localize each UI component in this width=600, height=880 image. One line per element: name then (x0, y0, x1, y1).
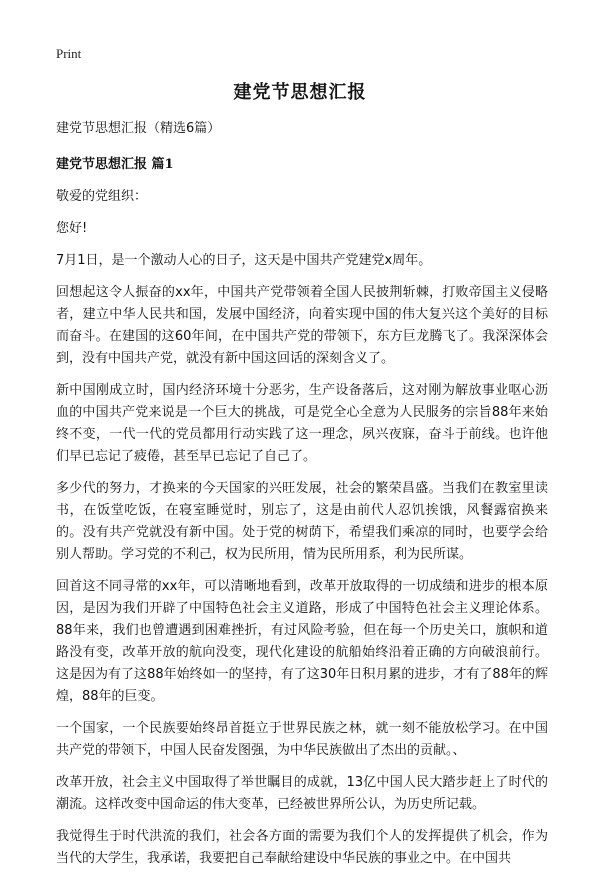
print-link[interactable]: Print (56, 46, 82, 61)
paragraph: 7月1日，是一个激动人心的日子，这天是中国共产党建党x周年。 (56, 253, 432, 268)
paragraph: 多少代的努力，才换来的今天国家的兴旺发展，社会的繁荣昌盛。当我们在教室里读书，在饭堂吃饭，在寝室睡觉时，别忘了，这是由前代人忍饥挨饿，风餐露宿换来的。没有共产党就没有新中国。处于党的树荫下，希望我们乘凉的同时，也要学会给别人帮助。学习党的不利己，权为民所用，情为民所用系，利为民所谋。 (56, 481, 548, 562)
paragraph: 回首这不同寻常的xx年，可以清晰地看到，改革开放取得的一切成绩和进步的根本原因，是因为我们开辟了中国特色社会主义道路，形成了中国特色社会主义理论体系。88年来，我们也曾遭遇到困难挫折，有过风险考验，但在每一个历史关口，旗帜和道路没有变，改革开放的航向没变，现代化建设的航船始终沿着正确的方向破浪前行。这是因为有了这88年始终如一的坚持，有了这30年日积月累的进步，才有了88年的辉煌，88年的巨变。 (56, 579, 548, 704)
document-subtitle: 建党节思想汇报（精选6篇） (56, 121, 221, 136)
paragraph: 改革开放，社会主义中国取得了举世瞩目的成就，13亿中国人民大踏步赶上了时代的潮流。这样改变中国命运的伟大变革，已经被世界所公认，为历史所记载。 (56, 775, 548, 812)
paragraph: 一个国家，一个民族要始终昂首挺立于世界民族之林，就一刻不能放松学习。在中国共产党的带领下，中国人民奋发图强，为中华民族做出了杰出的贡献。、 (56, 721, 548, 758)
section-heading: 建党节思想汇报 篇1 (56, 157, 174, 172)
paragraph: 我觉得生于时代洪流的我们，社会各方面的需要为我们个人的发挥提供了机会，作为当代的大学生，我承诺，我要把自己奉献给建设中华民族的事业之中。在中国共 (56, 829, 548, 866)
salutation: 您好! (56, 221, 88, 236)
document-body (56, 118, 548, 880)
document-title: 建党节思想汇报 (233, 82, 367, 103)
paragraph: 回想起这令人振奋的xx年，中国共产党带领着全国人民披荆斩棘，打败帝国主义侵略者，建立中华人民共和国，发展中国经济，向着实现中国的伟大复兴这个美好的目标而奋斗。在建国的这60年间，在中国共产党的带领下，东方巨龙腾飞了。我深深体会到，没有中国共产党，就没有新中国这回话的深刻含义了。 (56, 285, 548, 366)
paragraph: 新中国刚成立时，国内经济环境十分恶劣，生产设备落后，这对刚为解放事业呕心沥血的中国共产党来说是一个巨大的挑战，可是党全心全意为人民服务的宗旨88年来始终不变，一代一代的党员都用行动实践了这一理念，夙兴夜寐，奋斗于前线。也许他们早已忘记了疲倦，甚至早已忘记了自己了。 (56, 383, 548, 464)
greeting: 敬爱的党组织： (56, 189, 148, 204)
